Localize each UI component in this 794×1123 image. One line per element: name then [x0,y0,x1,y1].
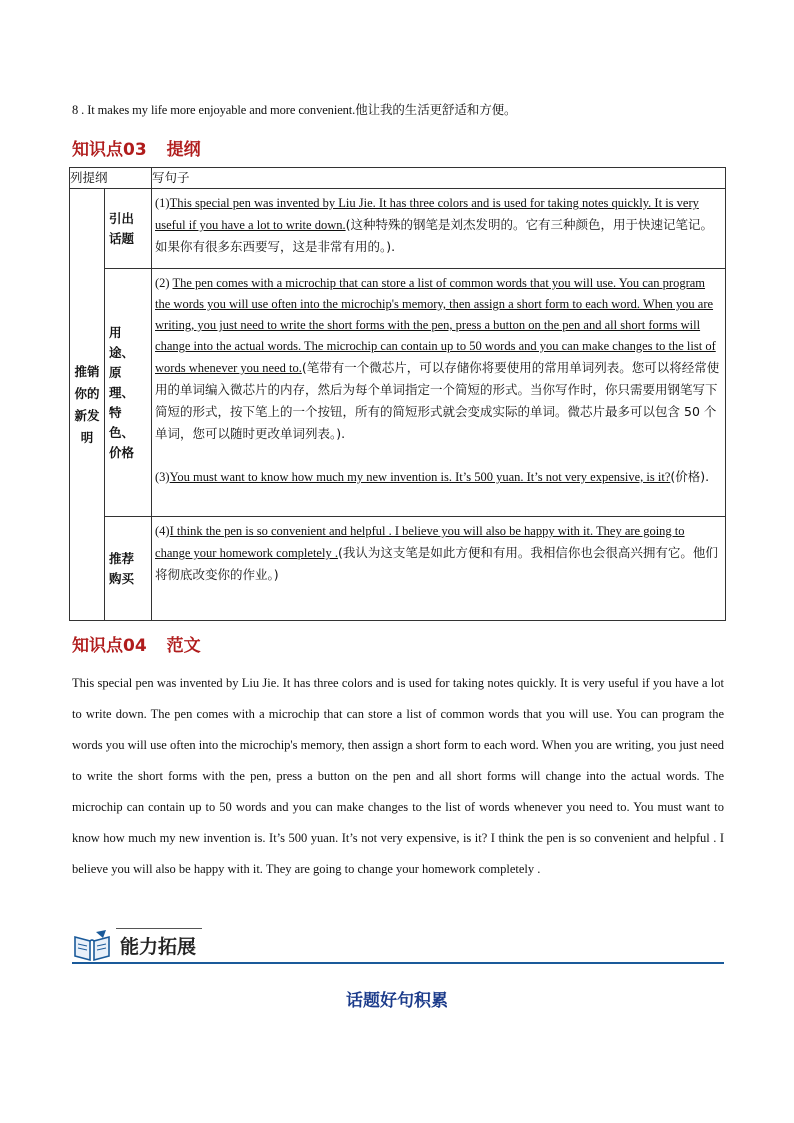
outline-table [69,167,726,621]
english-sentence: You must want to know how much my new invention is. It’s 500 yuan. It’s not very expensive, is it? [169,470,671,484]
chinese-translation: (价格). [670,469,710,484]
section-name: 范文 [166,636,201,656]
header-write: 写句子 [152,168,726,189]
model-essay: This special pen was invented by Liu Jie. It has three colors and is used for taking notes quickly. It is very useful if you have a lot to write down. The pen comes with a microchip that can store a list of common words that you will use. You can program the words you will use often into the microchip's memory, then assign a short form to each word. When you are writing, you just need to write the short forms with the pen, press a button on the pen and all short forms will change into the actual words. The microchip can contain up to 50 words and you can make changes to the list of words whenever you need to. You must want to know how much my new invention is. It’s 500 yuan. It’s not very expensive, is it? I think the pen is so convenient and helpful . I believe you will also be happy with it. They are going to change your homework completely . [72,676,724,876]
side-label-text: 推销你的新发明 [74,363,100,445]
header-outline: 列提纲 [70,168,152,189]
section-label: 知识点04 [72,636,147,656]
chinese-translation: (这种特殊的钢笔是刘杰发明的。它有三种颜色，用于快速记笔记。如果你有很多东西要写，这是非常有用的。). [155,217,713,254]
sub-label: 推荐购买 [105,517,152,621]
topic-title: 话题好句积累 [346,991,448,1011]
table-row [70,517,726,621]
section-label: 知识点03 [72,140,147,160]
english-sentence: This special pen was invented by Liu Jie. It has three colors and is used for taking notes quickly. It is very useful if you have a lot to write down. [155,196,699,232]
sentence-cell: (4)I think the pen is so convenient and helpful . I believe you will also be happy with it. They are going to change your homework completely .(我认为这支笔是如此方便和有用。我相信你也会很高兴拥有它。他们将彻底改变你的作业。) [152,517,726,621]
english-sentence: I think the pen is so convenient and helpful . I believe you will also be happy with it. They are going to change your homework completely . [155,524,685,560]
banner-rule [72,962,724,964]
sub-label: 用途、原理、特色、价格 [105,269,152,517]
chinese-translation: (笔带有一个微芯片，可以存储你将要使用的常用单词列表。您可以将经常使用的单词编入微芯片的内存，然后为每个单词指定一个简短的形式。当你写作时，你只需要用钢笔写下简短的形式，按下笔上的一个按钮，所有的简短形式就会变成实际的单词。微芯片最多可以包含 50 个单词，您可以随时更改单词列表。). [155,360,720,441]
table-row [70,269,726,517]
table-header-row [70,168,726,189]
section-title-outline [72,135,201,160]
intro-line: 8 . It makes my life more enjoyable and more convenient.他让我的生活更舒适和方便。 [72,103,517,117]
english-sentence: The pen comes with a microchip that can store a list of common words that you will use. You can program the words you will use often into the microchip's memory, then assign a short form to each word. When you are writing, you just need to write the short forms with the pen, press a button on the pen and all short forms will change into the actual words. The microchip can contain up to 50 words and you can make changes to the list of words whenever you need to. [155,276,716,375]
sentence-cell: (1)This special pen was invented by Liu Jie. It has three colors and is used for taking notes quickly. It is very useful if you have a lot to write down.(这种特殊的钢笔是刘杰发明的。它有三种颜色，用于快速记笔记。如果你有很多东西要写，这是非常有用的。). [152,189,726,269]
open-book-icon [72,929,112,963]
ability-banner [72,927,724,965]
section-title-model-essay [72,631,201,656]
banner-label: 能力拓展 [120,936,197,958]
table-row [70,189,726,269]
sentence-cell: (2) The pen comes with a microchip that can store a list of common words that you will use. You can program the words you will use often into the microchip's memory, then assign a short form to each word. When you are writing, you just need to write the short forms with the pen, press a button on the pen and all short forms will change into the actual words. The microchip can contain up to 50 words and you can make changes to the list of words whenever you need to.(笔带有一个微芯片，可以存储你将要使用的常用单词列表。您可以将经常使用的单词编入微芯片的内存，然后为每个单词指定一个简短的形式。当你写作时，你只需要用钢笔写下简短的形式，按下笔上的一个按钮，所有的简短形式就会变成实际的单词。微芯片最多可以包含 50 个单词，您可以随时更改单词列表。). (3)You must want to know how much my new invention is. It’s 500 yuan. It’s not very expensive, is it?(价格). [152,269,726,517]
side-label [70,189,105,621]
banner-top-line [116,928,202,929]
section-name: 提纲 [166,140,201,160]
sub-label: 引出话题 [105,189,152,269]
chinese-translation: (我认为这支笔是如此方便和有用。我相信你也会很高兴拥有它。他们将彻底改变你的作业。) [155,545,718,582]
